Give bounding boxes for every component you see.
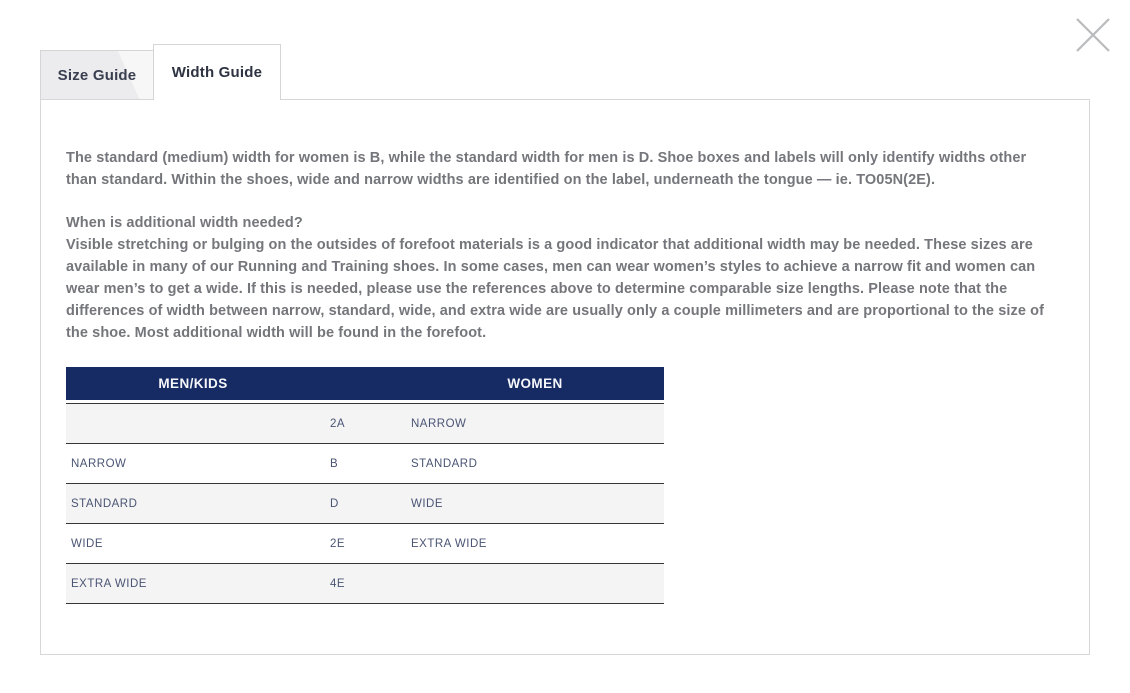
table-row — [66, 404, 664, 444]
cell-width-code: 2E — [330, 537, 346, 550]
width-comparison-table — [66, 367, 664, 604]
header-spacer — [320, 367, 406, 400]
table-row — [66, 444, 664, 484]
cell-men-width: NARROW — [71, 457, 127, 470]
cell-women-width: NARROW — [411, 417, 467, 430]
cell-width-code: 4E — [330, 577, 346, 590]
table-body — [66, 403, 664, 604]
question-heading: When is additional width needed? — [66, 215, 303, 231]
header-men-kids: MEN/KIDS — [158, 376, 228, 391]
tab-width-guide[interactable] — [153, 44, 281, 100]
close-icon — [1075, 17, 1111, 53]
table-row — [66, 524, 664, 564]
width-guide-panel — [40, 99, 1090, 655]
table-row — [66, 484, 664, 524]
cell-width-code: B — [330, 457, 339, 470]
cell-width-code: D — [330, 497, 339, 510]
tab-size-guide[interactable] — [40, 50, 154, 99]
cell-women-width: STANDARD — [411, 457, 478, 470]
table-header-row — [66, 367, 664, 400]
explanation-paragraph: Visible stretching or bulging on the outsides of forefoot materials is a good indicator that additional width may be needed. These sizes are available in many of our Running and Training shoes. In some cases, men can wear women’s styles to achieve a narrow fit and women can wear men’s to get a wide. If this is needed, please use the references above to determine comparable size lengths. Please note that the differences of width between narrow, standard, wide, and extra wide are usually only a couple millimeters and are proportional to the size of the shoe. Most additional width will be found in the forefoot. — [66, 237, 1045, 341]
cell-men-width: STANDARD — [71, 497, 138, 510]
cell-women-width: EXTRA WIDE — [411, 537, 487, 550]
header-women: WOMEN — [507, 376, 563, 391]
close-button[interactable] — [1072, 14, 1114, 56]
cell-men-width: EXTRA WIDE — [71, 577, 147, 590]
cell-width-code: 2A — [330, 417, 346, 430]
intro-paragraph: The standard (medium) width for women is B, while the standard width for men is D. Shoe boxes and labels will only identify widths other than standard. Within the shoes, wide and narrow widths are identified on the label, underneath the tongue — ie. TO05N(2E). — [66, 150, 1027, 188]
cell-men-width: WIDE — [71, 537, 104, 550]
guide-copy — [66, 147, 1058, 344]
tab-size-guide-label: Size Guide — [57, 66, 137, 84]
table-row — [66, 564, 664, 604]
tab-width-guide-label: Width Guide — [171, 64, 263, 81]
cell-women-width: WIDE — [411, 497, 444, 510]
